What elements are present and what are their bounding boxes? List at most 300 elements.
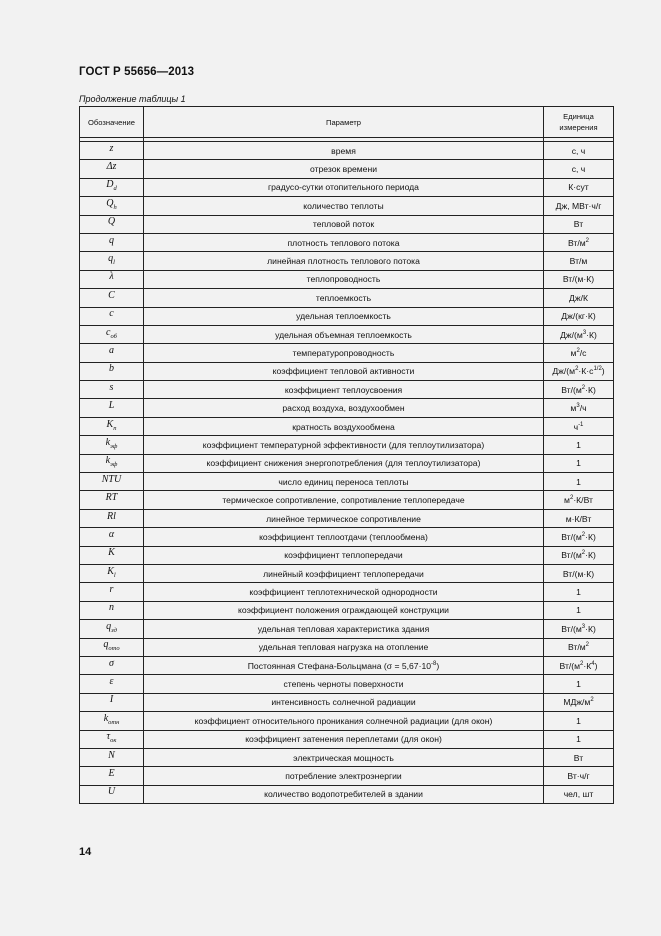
symbol-subscript: d xyxy=(113,185,117,193)
symbol-text: RT xyxy=(105,492,118,504)
parameter-text: коэффициент снижения энергопотребления (для теплоутилизатора) xyxy=(206,458,481,469)
symbol-cell xyxy=(80,767,144,785)
parameter-text: расход воздуха, воздухообмен xyxy=(282,403,405,414)
unit-tail: /ч xyxy=(579,403,587,414)
symbol-subscript: h xyxy=(113,203,117,211)
unit-text: Вт/(м·К) xyxy=(562,274,595,285)
parameter-text: коэффициент теплотехнической однородности xyxy=(249,587,438,598)
unit-cell xyxy=(544,785,614,803)
table-row xyxy=(80,675,614,693)
symbol-subscript: отн xyxy=(108,718,120,726)
table-row xyxy=(80,233,614,251)
table-body xyxy=(80,142,614,804)
symbol-text: n xyxy=(109,602,114,614)
unit-tail: ·К) xyxy=(585,550,596,561)
parameter-text: теплоемкость xyxy=(315,292,372,303)
unit-cell xyxy=(544,675,614,693)
parameter-text: электрическая мощность xyxy=(293,752,394,763)
symbol-text: NTU xyxy=(101,473,122,485)
unit-text: 1 xyxy=(576,587,581,598)
unit-cell xyxy=(544,528,614,546)
unit-cell xyxy=(544,638,614,656)
symbol-cell xyxy=(80,564,144,582)
symbol-subscript: зд xyxy=(111,626,117,634)
unit-superscript: 2 xyxy=(581,384,586,391)
parameter-tail: ) xyxy=(436,660,440,671)
parameter-text: коэффициент теплоусвоения xyxy=(284,384,403,395)
unit-superscript: 2 xyxy=(580,660,584,667)
symbol-cell xyxy=(80,675,144,693)
parameter-cell xyxy=(144,381,544,399)
parameter-cell xyxy=(144,767,544,785)
symbol-cell xyxy=(80,381,144,399)
symbol-cell xyxy=(80,656,144,674)
symbol-text: q xyxy=(106,620,112,632)
unit-text: 1 xyxy=(576,605,581,616)
table-row xyxy=(80,307,614,325)
parameter-text: потребление электроэнергии xyxy=(285,770,402,781)
table-row xyxy=(80,712,614,730)
parameter-cell xyxy=(144,160,544,178)
parameter-text: интенсивность солнечной радиации xyxy=(271,697,416,708)
symbol-cell xyxy=(80,693,144,711)
symbol-text: r xyxy=(109,584,114,596)
parameter-text: термическое сопротивление, сопротивление теплопередаче xyxy=(222,495,465,506)
parameter-cell xyxy=(144,197,544,215)
unit-text: с, ч xyxy=(571,164,586,175)
parameter-cell xyxy=(144,730,544,748)
symbol-text: D xyxy=(106,179,114,191)
unit-text: Вт xyxy=(573,219,584,230)
parameter-text: линейный коэффициент теплопередачи xyxy=(263,568,424,579)
parameter-cell xyxy=(144,399,544,417)
unit-superscript: 2 xyxy=(569,495,574,502)
symbol-text: σ xyxy=(109,657,114,669)
unit-cell xyxy=(544,473,614,491)
unit-tail-2: ) xyxy=(601,366,605,377)
parameter-text: удельная тепловая характеристика здания xyxy=(257,623,430,634)
parameter-text: степень черноты поверхности xyxy=(283,679,404,690)
unit-cell xyxy=(544,417,614,435)
symbol-cell xyxy=(80,785,144,803)
symbol-text: k xyxy=(105,436,111,448)
symbol-cell xyxy=(80,528,144,546)
table-row xyxy=(80,325,614,343)
symbol-text: Δz xyxy=(106,161,117,173)
unit-text: м xyxy=(564,495,570,506)
symbol-text: K xyxy=(108,547,115,559)
unit-text: Вт·ч/г xyxy=(567,770,590,781)
symbol-cell xyxy=(80,215,144,233)
parameter-text: тепловой поток xyxy=(312,219,375,230)
table-row xyxy=(80,270,614,288)
unit-superscript: 2 xyxy=(590,697,594,704)
symbol-text: U xyxy=(107,786,116,798)
parameter-cell xyxy=(144,748,544,766)
parameter-cell xyxy=(144,601,544,619)
unit-text: Вт/(м·К) xyxy=(562,568,595,579)
table-row xyxy=(80,399,614,417)
unit-text: Вт/(м xyxy=(561,550,582,561)
symbol-text: c xyxy=(109,308,114,320)
parameter-text: коэффициент теплоотдачи (теплообмена) xyxy=(259,531,428,542)
unit-text: чел, шт xyxy=(563,789,594,800)
symbol-cell xyxy=(80,178,144,196)
parameter-cell xyxy=(144,362,544,380)
unit-tail: ·К·с xyxy=(578,366,594,377)
table-row xyxy=(80,601,614,619)
table-row xyxy=(80,748,614,766)
header-symbol: Обозначение xyxy=(80,107,144,138)
unit-cell xyxy=(544,583,614,601)
table-row xyxy=(80,252,614,270)
unit-text: 1 xyxy=(576,458,581,469)
unit-cell xyxy=(544,509,614,527)
unit-text: с, ч xyxy=(571,145,586,156)
table-row xyxy=(80,344,614,362)
parameter-text: линейная плотность теплового потока xyxy=(267,256,420,267)
symbol-cell xyxy=(80,307,144,325)
symbol-cell xyxy=(80,748,144,766)
symbol-cell xyxy=(80,730,144,748)
symbol-cell xyxy=(80,583,144,601)
header-parameter: Параметр xyxy=(144,107,544,138)
parameter-cell xyxy=(144,436,544,454)
symbol-cell xyxy=(80,325,144,343)
parameter-cell xyxy=(144,785,544,803)
unit-cell xyxy=(544,399,614,417)
unit-cell xyxy=(544,362,614,380)
header-unit-line2: измерения xyxy=(559,123,598,132)
unit-tail-2: ) xyxy=(594,660,598,671)
parameter-text: число единиц переноса теплоты xyxy=(278,476,409,487)
parameter-cell xyxy=(144,289,544,307)
unit-cell xyxy=(544,546,614,564)
unit-text: Вт/м xyxy=(569,256,588,267)
symbol-text: k xyxy=(103,712,109,724)
symbol-text: a xyxy=(109,344,114,356)
symbol-cell xyxy=(80,546,144,564)
unit-superscript: 3 xyxy=(582,329,587,336)
parameter-cell xyxy=(144,693,544,711)
header-unit xyxy=(544,107,614,138)
symbol-text: K xyxy=(106,418,114,430)
unit-text: 1 xyxy=(576,476,581,487)
table-row xyxy=(80,491,614,509)
parameter-cell xyxy=(144,454,544,472)
unit-cell xyxy=(544,344,614,362)
unit-cell xyxy=(544,436,614,454)
symbol-subscript: ото xyxy=(108,645,120,653)
unit-tail: ·К) xyxy=(585,531,596,542)
unit-tail: ·К) xyxy=(585,384,596,395)
table-row xyxy=(80,178,614,196)
table-row xyxy=(80,142,614,160)
parameters-table xyxy=(79,106,614,804)
symbol-cell xyxy=(80,509,144,527)
parameter-superscript: -8 xyxy=(431,660,437,667)
parameter-cell xyxy=(144,564,544,582)
unit-text: 1 xyxy=(576,734,581,745)
unit-text: К·сут xyxy=(568,182,589,193)
unit-text: Вт/м xyxy=(567,642,586,653)
symbol-text: N xyxy=(108,749,115,761)
symbol-cell xyxy=(80,197,144,215)
parameter-text: коэффициент затенения переплетами (для окон) xyxy=(245,734,442,745)
unit-superscript: 2 xyxy=(581,550,586,557)
parameter-cell xyxy=(144,491,544,509)
table-row xyxy=(80,730,614,748)
parameter-cell xyxy=(144,215,544,233)
symbol-cell xyxy=(80,712,144,730)
symbol-text: q xyxy=(108,253,114,265)
table-row xyxy=(80,620,614,638)
unit-cell xyxy=(544,620,614,638)
unit-text: м·К/Вт xyxy=(565,513,592,524)
symbol-text: I xyxy=(109,694,114,706)
table-header-row xyxy=(80,107,614,138)
unit-cell xyxy=(544,178,614,196)
symbol-subscript: эф xyxy=(110,442,118,450)
parameter-text: коэффициент теплопередачи xyxy=(284,550,403,561)
symbol-cell xyxy=(80,233,144,251)
parameter-cell xyxy=(144,583,544,601)
unit-cell xyxy=(544,693,614,711)
unit-tail: ·К) xyxy=(586,329,597,340)
symbol-text: k xyxy=(105,455,111,467)
parameter-text: коэффициент температурной эффективности (для теплоутилизатора) xyxy=(202,439,485,450)
symbol-text: α xyxy=(108,528,115,540)
header-unit-line1: Единица xyxy=(563,112,594,121)
parameter-text: Постоянная Стефана-Больцмана (σ = 5,67·10 xyxy=(247,660,432,671)
unit-text: Вт/(м xyxy=(561,531,582,542)
unit-tail: ·К/Вт xyxy=(573,495,593,506)
parameter-text: коэффициент относительного проникания солнечной радиации (для окон) xyxy=(194,715,493,726)
unit-text: м xyxy=(570,403,577,414)
unit-text: м xyxy=(570,347,577,358)
table-row xyxy=(80,215,614,233)
unit-text: Дж/К xyxy=(569,292,588,303)
table-row xyxy=(80,362,614,380)
parameter-cell xyxy=(144,178,544,196)
unit-cell xyxy=(544,767,614,785)
parameter-cell xyxy=(144,270,544,288)
table-row xyxy=(80,197,614,215)
symbol-text: b xyxy=(109,363,114,375)
parameter-cell xyxy=(144,509,544,527)
symbol-text: K xyxy=(107,565,114,577)
parameter-text: плотность теплового потока xyxy=(287,237,400,248)
unit-cell xyxy=(544,748,614,766)
parameter-cell xyxy=(144,344,544,362)
table-row xyxy=(80,546,614,564)
parameter-cell xyxy=(144,638,544,656)
unit-cell xyxy=(544,491,614,509)
unit-text: МДж/м xyxy=(563,697,591,708)
parameter-cell xyxy=(144,656,544,674)
parameter-cell xyxy=(144,473,544,491)
unit-text: 1 xyxy=(576,439,581,450)
symbol-subscript: об xyxy=(110,332,117,340)
symbol-cell xyxy=(80,620,144,638)
symbol-text: L xyxy=(108,400,115,412)
parameter-cell xyxy=(144,528,544,546)
symbol-text: Rl xyxy=(107,510,116,522)
unit-superscript: 3 xyxy=(576,403,580,410)
symbol-cell xyxy=(80,601,144,619)
table-row xyxy=(80,656,614,674)
symbol-text: λ xyxy=(109,271,114,283)
symbol-cell xyxy=(80,399,144,417)
symbol-text: ε xyxy=(109,676,114,688)
page-number: 14 xyxy=(79,846,92,858)
symbol-subscript: эф xyxy=(110,461,118,469)
symbol-text: s xyxy=(109,381,114,393)
table-row xyxy=(80,436,614,454)
unit-superscript: 2 xyxy=(581,532,586,539)
symbol-text: C xyxy=(108,289,115,301)
symbol-text: q xyxy=(109,234,114,246)
symbol-subscript: l xyxy=(113,259,115,267)
unit-tail: ·К) xyxy=(585,623,596,634)
table-row xyxy=(80,417,614,435)
unit-cell xyxy=(544,381,614,399)
unit-cell xyxy=(544,215,614,233)
unit-text: ч xyxy=(573,421,579,432)
parameter-text: удельная теплоемкость xyxy=(296,311,391,322)
symbol-cell xyxy=(80,252,144,270)
unit-cell xyxy=(544,142,614,160)
parameter-cell xyxy=(144,233,544,251)
unit-cell xyxy=(544,601,614,619)
symbol-text: Q xyxy=(106,197,114,209)
unit-cell xyxy=(544,730,614,748)
symbol-text: τ xyxy=(106,731,111,743)
unit-cell xyxy=(544,325,614,343)
unit-text: Вт/м xyxy=(567,237,586,248)
table-row xyxy=(80,454,614,472)
unit-cell xyxy=(544,252,614,270)
parameter-text: линейное термическое сопротивление xyxy=(266,513,421,524)
unit-cell xyxy=(544,197,614,215)
unit-cell xyxy=(544,307,614,325)
symbol-cell xyxy=(80,473,144,491)
unit-text: Вт/(м xyxy=(559,660,581,671)
symbol-text: q xyxy=(103,639,109,651)
table-row xyxy=(80,528,614,546)
table-row xyxy=(80,767,614,785)
symbol-cell xyxy=(80,270,144,288)
unit-text: Вт/(м xyxy=(561,623,582,634)
table-row xyxy=(80,473,614,491)
parameter-cell xyxy=(144,675,544,693)
symbol-cell xyxy=(80,417,144,435)
symbol-cell xyxy=(80,491,144,509)
unit-superscript-2: 4 xyxy=(591,660,595,667)
parameter-text: количество теплоты xyxy=(303,200,384,211)
symbol-subscript: l xyxy=(113,571,116,579)
unit-superscript-2: 1/2 xyxy=(593,366,602,373)
table-row xyxy=(80,583,614,601)
unit-text: Дж, МВт·ч/г xyxy=(555,200,602,211)
parameter-cell xyxy=(144,712,544,730)
symbol-cell xyxy=(80,436,144,454)
table-row xyxy=(80,638,614,656)
unit-text: 1 xyxy=(576,715,581,726)
unit-cell xyxy=(544,564,614,582)
parameter-text: температуропроводность xyxy=(292,347,395,358)
unit-tail: ·К xyxy=(583,660,592,671)
table-row xyxy=(80,289,614,307)
standard-header: ГОСТ Р 55656—2013 xyxy=(79,66,195,78)
table-row xyxy=(80,564,614,582)
unit-cell xyxy=(544,454,614,472)
unit-cell xyxy=(544,270,614,288)
unit-cell xyxy=(544,656,614,674)
unit-text: Вт xyxy=(573,752,584,763)
symbol-cell xyxy=(80,454,144,472)
unit-cell xyxy=(544,289,614,307)
symbol-subscript: ок xyxy=(110,737,117,745)
unit-superscript: 2 xyxy=(585,642,590,649)
symbol-cell xyxy=(80,344,144,362)
parameter-text: коэффициент положения ограждающей конструкции xyxy=(238,605,449,616)
parameter-text: теплопроводность xyxy=(306,274,381,285)
unit-superscript: 2 xyxy=(585,237,590,244)
symbol-text: c xyxy=(106,326,111,338)
unit-superscript: 3 xyxy=(581,623,586,630)
unit-cell xyxy=(544,160,614,178)
symbol-cell xyxy=(80,362,144,380)
unit-superscript: 2 xyxy=(576,348,580,355)
table-row xyxy=(80,693,614,711)
table-row xyxy=(80,160,614,178)
unit-text: 1 xyxy=(576,679,581,690)
parameter-cell xyxy=(144,417,544,435)
unit-cell xyxy=(544,233,614,251)
symbol-text: E xyxy=(108,767,115,779)
table-row xyxy=(80,509,614,527)
symbol-text: z xyxy=(109,142,114,154)
parameter-text: удельная объемная теплоемкость xyxy=(275,329,412,340)
unit-cell xyxy=(544,712,614,730)
symbol-cell xyxy=(80,142,144,160)
symbol-cell xyxy=(80,638,144,656)
symbol-text: Q xyxy=(107,216,116,228)
unit-tail: /с xyxy=(579,347,587,358)
parameter-text: кратность воздухообмена xyxy=(292,421,395,432)
parameter-cell xyxy=(144,325,544,343)
table-row xyxy=(80,785,614,803)
parameter-text: время xyxy=(331,145,356,156)
parameter-cell xyxy=(144,142,544,160)
symbol-subscript: n xyxy=(113,424,117,432)
unit-text: Дж/(м xyxy=(560,329,583,340)
parameter-cell xyxy=(144,252,544,270)
parameter-text: градусо-сутки отопительного периода xyxy=(268,182,419,193)
table-row xyxy=(80,381,614,399)
parameter-cell xyxy=(144,620,544,638)
parameter-cell xyxy=(144,307,544,325)
unit-text: Дж/(кг·К) xyxy=(561,311,596,322)
unit-superscript: -1 xyxy=(578,421,584,428)
parameter-text: отрезок времени xyxy=(309,164,378,175)
parameter-text: коэффициент тепловой активности xyxy=(272,366,415,377)
symbol-cell xyxy=(80,160,144,178)
parameter-cell xyxy=(144,546,544,564)
parameter-text: количество водопотребителей в здании xyxy=(264,789,423,800)
unit-text: Дж/(м xyxy=(552,366,576,377)
